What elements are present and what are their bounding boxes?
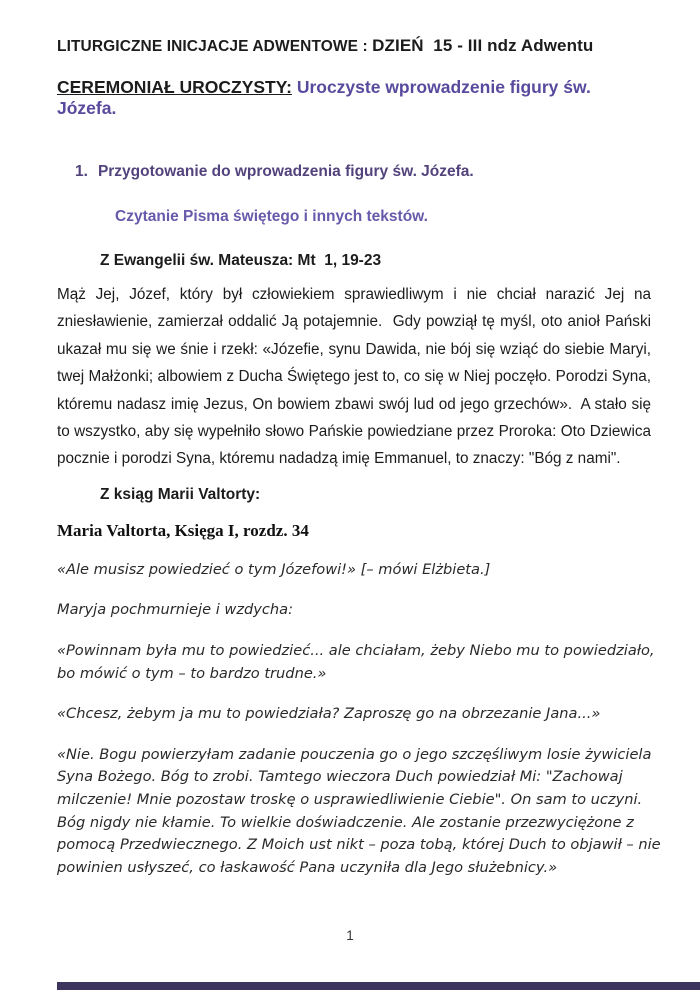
day-label: DZIEŃ 15 - III ndz Adwentu — [372, 36, 594, 55]
ceremony-heading — [57, 77, 652, 119]
section-1-number: 1. — [75, 163, 88, 180]
ceremony-label: CEREMONIAŁ UROCZYSTY: — [57, 77, 292, 97]
series-label: LITURGICZNE INICJACJE ADWENTOWE : — [57, 38, 373, 55]
section-1-heading — [75, 163, 652, 181]
scan-edge-artifact — [57, 982, 700, 990]
ceremony-title: Uroczyste wprowadzenie figury św. Józefa. — [57, 77, 596, 118]
valtorta-quote-1: «Ale musisz powiedzieć o tym Józefowi!» [– mówi Elżbieta.] — [57, 560, 491, 578]
gospel-heading: Z Ewangelii św. Mateusza: Mt 1, 19-23 — [100, 252, 382, 269]
valtorta-book-reference: Maria Valtorta, Księga I, rozdz. 34 — [57, 520, 309, 540]
valtorta-quote-5: «Nie. Bogu powierzyłam zadanie pouczenia go o jego szczęśliwym losie żywiciela Syna Bożego. Bóg to zrobi. Tamtego wieczora Duch powiedział Mi: "Zachowaj milczenie! Mnie pozostaw troskę o usprawiedliwienie Ciebie". On sam to uczyni. Bóg nigdy nie kłamie. To wielkie doświadczenie. Ale zostanie przezwyciężone z pomocą Przedwiecznego. Z Moich ust nikt – poza tobą, której Duch to objawił – nie powinien usłyszeć, co łaskawość Pana uczyniła dla Jego służebnicy.» — [57, 745, 661, 876]
reading-subtitle: Czytanie Pisma świętego i innych tekstów. — [115, 208, 428, 225]
section-1-title: Przygotowanie do wprowadzenia figury św. Józefa. — [97, 163, 474, 180]
page-number: 1 — [346, 928, 354, 943]
valtorta-quote-2: Maryja pochmurnieje i wzdycha: — [57, 601, 294, 619]
valtorta-heading: Z ksiąg Marii Valtorty: — [100, 485, 261, 503]
valtorta-quote-3: «Powinnam była mu to powiedzieć... ale chciałam, żeby Niebo mu to powiedziało, bo mówić o tym – to bardzo trudne.» — [57, 642, 655, 682]
valtorta-quote-4: «Chcesz, żebym ja mu to powiedziała? Zaproszę go na obrzezanie Jana...» — [57, 705, 601, 723]
gospel-body-paragraph: Mąż Jej, Józef, który był człowiekiem sprawiedliwym i nie chciał narazić Jej na zniesławienie, zamierzał oddalić Ją potajemnie. Gdy powziął tę myśl, oto anioł Pański ukazał mu się we śnie i rzekł: «Józefie, synu Dawida, nie bój się wziąć do siebie Maryi, twej Małżonki; albowiem z Ducha Świętego jest to, co się w Niej poczęło. Porodzi Syna, któremu nadasz imię Jezus, On bowiem zbawi swój lud od jego grzechów». A stało się to wszystko, aby się wypełniło słowo Pańskie powiedziane przez Proroka: Oto Dziewica pocznie i porodzi Syna, któremu nadadzą imię Emmanuel, to znaczy: "Bóg z nami". — [57, 286, 656, 468]
document-title — [57, 36, 652, 56]
